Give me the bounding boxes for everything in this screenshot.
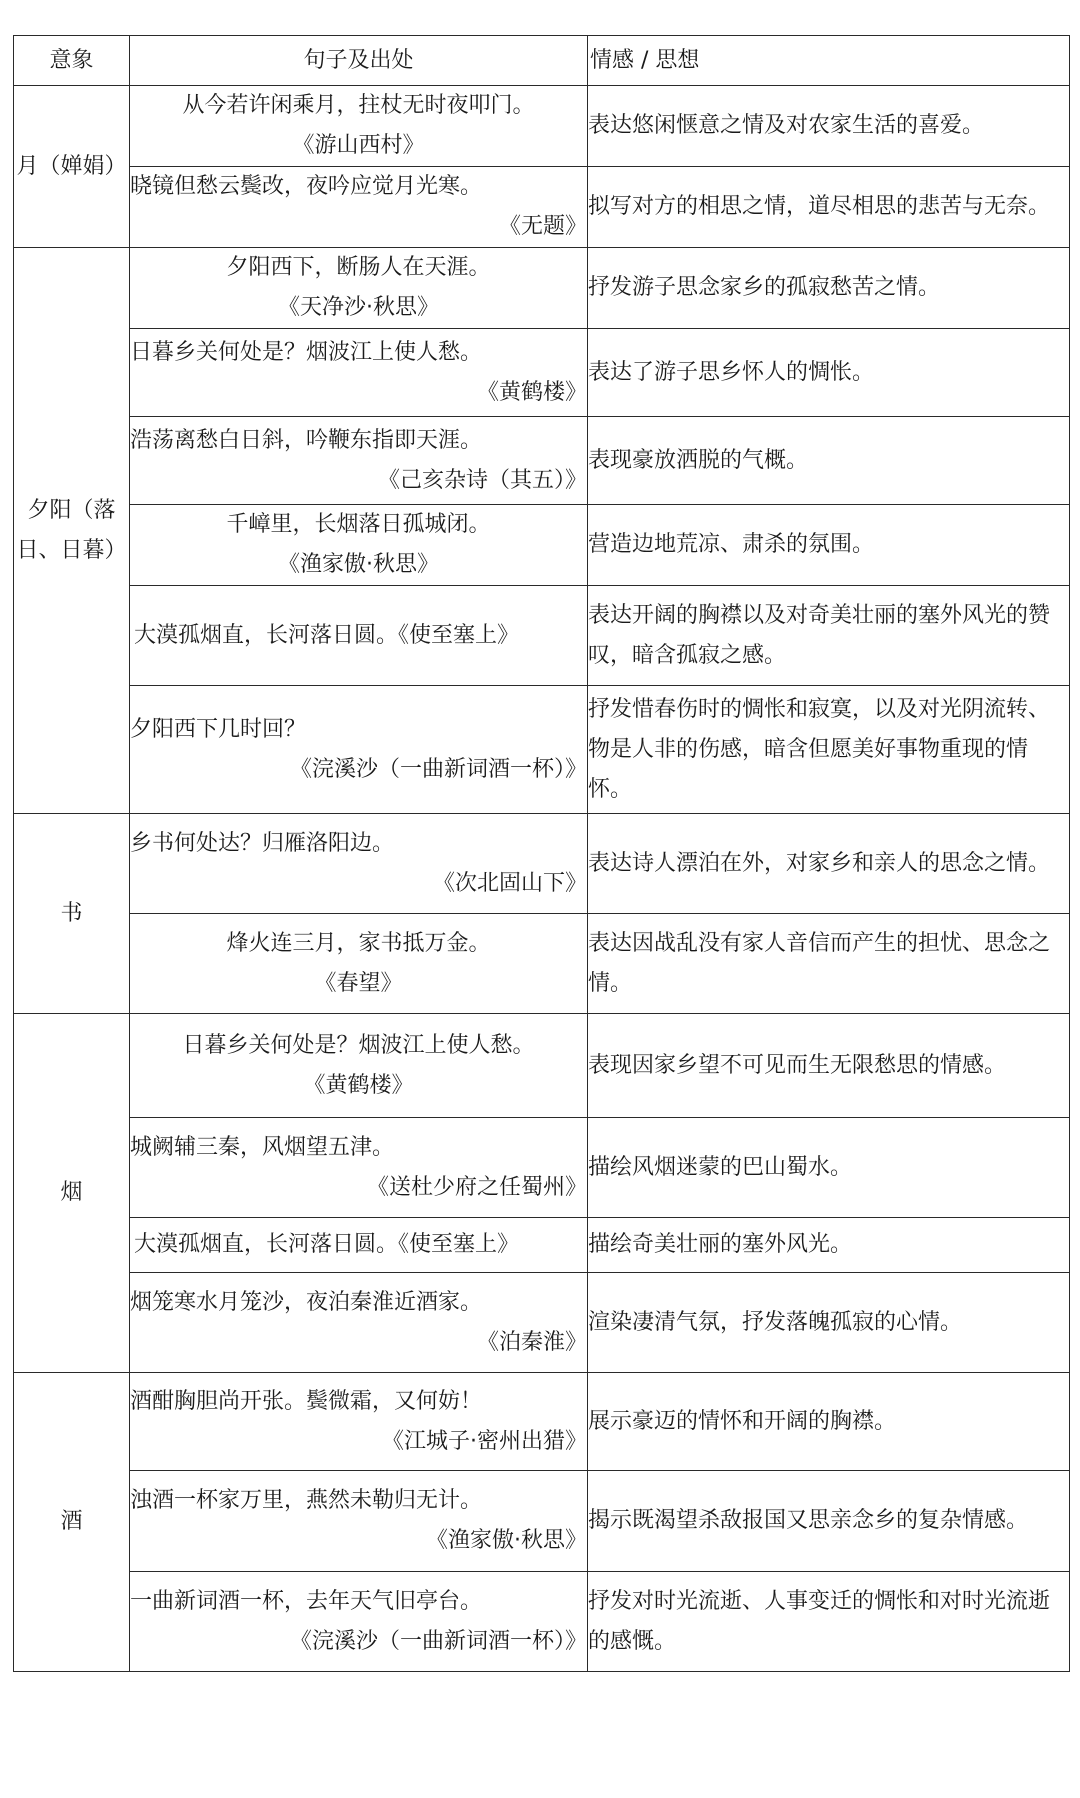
table-row — [14, 167, 1070, 248]
table-row — [14, 417, 1070, 505]
sentence-text: 日暮乡关何处是？烟波江上使人愁。 — [130, 339, 483, 365]
source-text: 《浣溪沙（一曲新词酒一杯）》 — [289, 756, 587, 782]
header-image: 意象 — [14, 36, 130, 86]
table-row — [14, 248, 1070, 329]
table-row — [14, 1373, 1070, 1471]
source-text: 《泊秦淮》 — [476, 1329, 587, 1355]
sentence-cell — [130, 1273, 588, 1373]
source-text: 《黄鹤楼》 — [476, 379, 587, 405]
source-text: 《黄鹤楼》 — [303, 1072, 414, 1098]
table-row — [14, 1572, 1070, 1672]
source-text: 《己亥杂诗（其五）》 — [377, 467, 587, 493]
image-cell: 夕阳（落日、日暮） — [14, 248, 130, 814]
feeling-cell: 拟写对方的相思之情，道尽相思的悲苦与无奈。 — [588, 167, 1070, 248]
feeling-cell: 描绘风烟迷蒙的巴山蜀水。 — [588, 1118, 1070, 1218]
sentence-text: 夕阳西下几时回？ — [130, 716, 307, 742]
table-row — [14, 1014, 1070, 1118]
table-row — [14, 814, 1070, 914]
source-text: 《江城子·密州出猎》 — [382, 1428, 587, 1454]
feeling-cell: 表达诗人漂泊在外，对家乡和亲人的思念之情。 — [588, 814, 1070, 914]
feeling-cell: 抒发惜春伤时的惆怅和寂寞，以及对光阴流转、物是人非的伤感，暗含但愿美好事物重现的情怀。 — [588, 686, 1070, 814]
feeling-cell: 揭示既渴望杀敌报国又思亲念乡的复杂情感。 — [588, 1471, 1070, 1572]
sentence-text: 从今若许闲乘月，拄杖无时夜叩门。 — [182, 93, 535, 118]
header-feeling: 情感 / 思想 — [588, 36, 1070, 86]
sentence-text: 浊酒一杯家万里，燕然未勒归无计。 — [130, 1488, 483, 1513]
sentence-cell — [130, 1572, 588, 1672]
sentence-text: 大漠孤烟直，长河落日圆。 — [134, 1232, 399, 1257]
source-text: 《无题》 — [498, 214, 587, 239]
sentence-cell — [130, 505, 588, 586]
sentence-cell — [130, 1373, 588, 1471]
sentence-text: 烽火连三月，家书抵万金。 — [226, 930, 491, 956]
source-text: 《渔家傲·秋思》 — [278, 552, 439, 577]
sentence-text: 浩荡离愁白日斜，吟鞭东指即天涯。 — [130, 427, 483, 453]
table-row — [14, 1471, 1070, 1572]
table-row — [14, 86, 1070, 167]
sentence-cell — [130, 167, 588, 248]
sentence-cell — [130, 1471, 588, 1572]
source-text: 《春望》 — [314, 970, 403, 996]
table-row — [14, 505, 1070, 586]
feeling-cell: 营造边地荒凉、肃杀的氛围。 — [588, 505, 1070, 586]
feeling-cell: 表达因战乱没有家人音信而产生的担忧、思念之情。 — [588, 914, 1070, 1014]
sentence-text: 乡书何处达？归雁洛阳边。 — [130, 830, 395, 856]
table-row — [14, 1118, 1070, 1218]
header-sentence: 句子及出处 — [130, 36, 588, 86]
feeling-cell: 抒发游子思念家乡的孤寂愁苦之情。 — [588, 248, 1070, 329]
sentence-text: 酒酣胸胆尚开张。鬓微霜，又何妨！ — [130, 1388, 483, 1414]
source-text: 《使至塞上》 — [398, 622, 520, 648]
source-text: 《游山西村》 — [292, 133, 425, 158]
table-row — [14, 914, 1070, 1014]
table-row — [14, 686, 1070, 814]
source-text: 《次北固山下》 — [432, 870, 587, 896]
sentence-text: 大漠孤烟直，长河落日圆。 — [134, 622, 399, 648]
image-cell: 酒 — [14, 1373, 130, 1672]
source-text: 《天净沙·秋思》 — [278, 295, 439, 320]
feeling-cell: 表达悠闲惬意之情及对农家生活的喜爱。 — [588, 86, 1070, 167]
sentence-cell — [130, 814, 588, 914]
source-text: 《浣溪沙（一曲新词酒一杯）》 — [289, 1628, 587, 1654]
source-text: 《使至塞上》 — [398, 1232, 520, 1257]
sentence-text: 日暮乡关何处是？烟波江上使人愁。 — [182, 1032, 535, 1058]
sentence-text: 一曲新词酒一杯，去年天气旧亭台。 — [130, 1588, 483, 1614]
feeling-cell: 表达了游子思乡怀人的惆怅。 — [588, 329, 1070, 417]
feeling-cell: 表现因家乡望不可见而生无限愁思的情感。 — [588, 1014, 1070, 1118]
sentence-cell — [130, 914, 588, 1014]
image-cell: 书 — [14, 814, 130, 1014]
sentence-cell — [130, 248, 588, 329]
sentence-cell — [130, 586, 588, 686]
source-text: 《渔家傲·秋思》 — [426, 1528, 587, 1553]
sentence-cell — [130, 1014, 588, 1118]
sentence-cell — [130, 329, 588, 417]
table-row — [14, 1218, 1070, 1273]
feeling-cell: 展示豪迈的情怀和开阔的胸襟。 — [588, 1373, 1070, 1471]
feeling-cell: 渲染凄清气氛，抒发落魄孤寂的心情。 — [588, 1273, 1070, 1373]
source-text: 《送杜少府之任蜀州》 — [366, 1174, 587, 1200]
sentence-text: 晓镜但愁云鬓改，夜吟应觉月光寒。 — [130, 174, 483, 199]
sentence-text: 城阙辅三秦，风烟望五津。 — [130, 1134, 395, 1160]
sentence-cell — [130, 1118, 588, 1218]
table-row — [14, 1273, 1070, 1373]
sentence-text: 烟笼寒水月笼沙，夜泊秦淮近酒家。 — [130, 1289, 483, 1315]
table-row — [14, 586, 1070, 686]
feeling-cell: 表现豪放洒脱的气概。 — [588, 417, 1070, 505]
sentence-text: 千嶂里，长烟落日孤城闭。 — [226, 512, 491, 537]
table-header-row — [14, 36, 1070, 86]
sentence-cell — [130, 686, 588, 814]
poetry-imagery-table — [13, 35, 1070, 1672]
feeling-cell: 抒发对时光流逝、人事变迁的惆怅和对时光流逝的感慨。 — [588, 1572, 1070, 1672]
feeling-cell: 表达开阔的胸襟以及对奇美壮丽的塞外风光的赞叹，暗含孤寂之感。 — [588, 586, 1070, 686]
sentence-cell — [130, 86, 588, 167]
sentence-cell — [130, 1218, 588, 1273]
sentence-cell — [130, 417, 588, 505]
feeling-cell: 描绘奇美壮丽的塞外风光。 — [588, 1218, 1070, 1273]
sentence-text: 夕阳西下，断肠人在天涯。 — [226, 255, 491, 280]
image-cell: 烟 — [14, 1014, 130, 1373]
table-row — [14, 329, 1070, 417]
image-cell: 月（婵娟） — [14, 86, 130, 248]
